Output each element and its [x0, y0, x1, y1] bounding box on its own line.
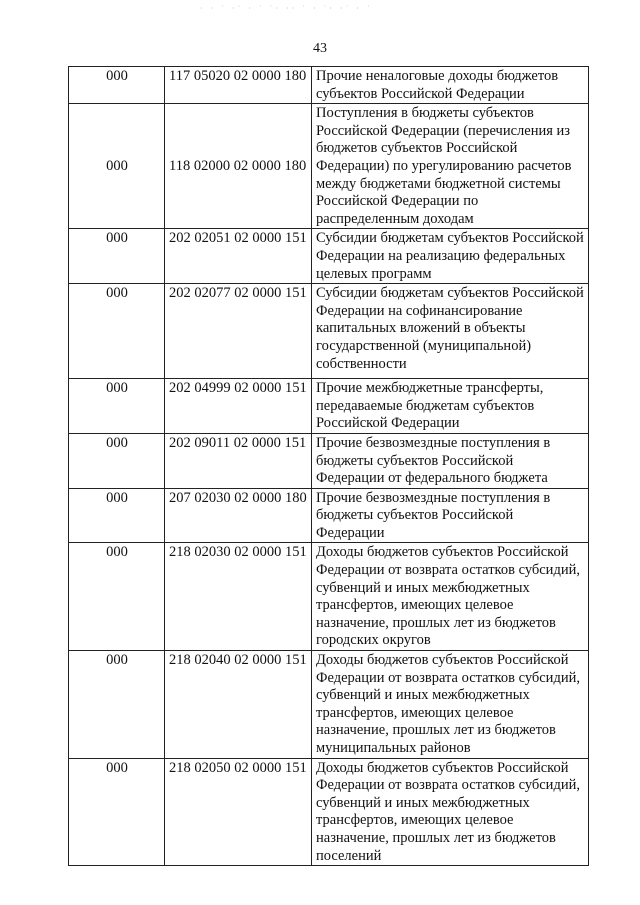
- table-row: [69, 104, 589, 229]
- budget-code-cell: 202 09011 02 0000 151: [165, 433, 312, 488]
- page-number: 43: [313, 41, 327, 56]
- admin-code-cell: 000: [69, 433, 165, 488]
- admin-code-cell: 000: [69, 104, 165, 229]
- table-row: [69, 229, 589, 284]
- admin-code-cell: 000: [69, 651, 165, 759]
- admin-code-cell: 000: [69, 488, 165, 543]
- income-name-cell: Доходы бюджетов субъектов Российской Федерации от возврата остатков субсидий, субвенций и иных межбюджетных трансфертов, имеющих целевое назначение, прошлых лет из бюджетов поселений: [312, 758, 589, 866]
- admin-code-cell: 000: [69, 543, 165, 651]
- admin-code-cell: 000: [69, 229, 165, 284]
- budget-code-cell: 218 02030 02 0000 151: [165, 543, 312, 651]
- admin-code-cell: 000: [69, 67, 165, 104]
- admin-code-cell: 000: [69, 379, 165, 434]
- table-row: [69, 379, 589, 434]
- income-name-cell: Доходы бюджетов субъектов Российской Федерации от возврата остатков субсидий, субвенций и иных межбюджетных трансфертов, имеющих целевое назначение, прошлых лет из бюджетов городских округов: [312, 543, 589, 651]
- budget-code-cell: 202 02077 02 0000 151: [165, 284, 312, 379]
- income-name-cell: Прочие безвозмездные поступления в бюджеты субъектов Российской Федерации от федерального бюджета: [312, 433, 589, 488]
- income-name-cell: Прочие неналоговые доходы бюджетов субъектов Российской Федерации: [312, 67, 589, 104]
- table-row: [69, 543, 589, 651]
- budget-code-cell: 218 02040 02 0000 151: [165, 651, 312, 759]
- budget-code-cell: 118 02000 02 0000 180: [165, 104, 312, 229]
- budget-code-cell: 117 05020 02 0000 180: [165, 67, 312, 104]
- income-name-cell: Прочие межбюджетные трансферты, передаваемые бюджетам субъектов Российской Федерации: [312, 379, 589, 434]
- admin-code-cell: 000: [69, 284, 165, 379]
- scan-artifact: · · ˙ ·˙ · ˙ ˙· ·· ˙ · ˙· ·˙ · ˙: [200, 4, 373, 13]
- budget-code-cell: 218 02050 02 0000 151: [165, 758, 312, 866]
- table-row: [69, 488, 589, 543]
- income-name-cell: Субсидии бюджетам субъектов Российской Федерации на софинансирование капитальных вложений в объекты государственной (муниципальной) собственности: [312, 284, 589, 379]
- table-row: [69, 284, 589, 379]
- income-name-cell: Прочие безвозмездные поступления в бюджеты субъектов Российской Федерации: [312, 488, 589, 543]
- budget-classification-table: [68, 66, 589, 866]
- budget-code-cell: 207 02030 02 0000 180: [165, 488, 312, 543]
- table-row: [69, 651, 589, 759]
- income-name-cell: Субсидии бюджетам субъектов Российской Федерации на реализацию федеральных целевых программ: [312, 229, 589, 284]
- table-row: [69, 758, 589, 866]
- table-row: [69, 67, 589, 104]
- income-name-cell: Поступления в бюджеты субъектов Российской Федерации (перечисления из бюджетов субъектов Российской Федерации) по урегулированию расчетов между бюджетами бюджетной системы Российской Федерации по распределенным доходам: [312, 104, 589, 229]
- budget-code-cell: 202 04999 02 0000 151: [165, 379, 312, 434]
- budget-code-cell: 202 02051 02 0000 151: [165, 229, 312, 284]
- admin-code-cell: 000: [69, 758, 165, 866]
- table-row: [69, 433, 589, 488]
- income-name-cell: Доходы бюджетов субъектов Российской Федерации от возврата остатков субсидий, субвенций и иных межбюджетных трансфертов, имеющих целевое назначение, прошлых лет из бюджетов муниципальных районов: [312, 651, 589, 759]
